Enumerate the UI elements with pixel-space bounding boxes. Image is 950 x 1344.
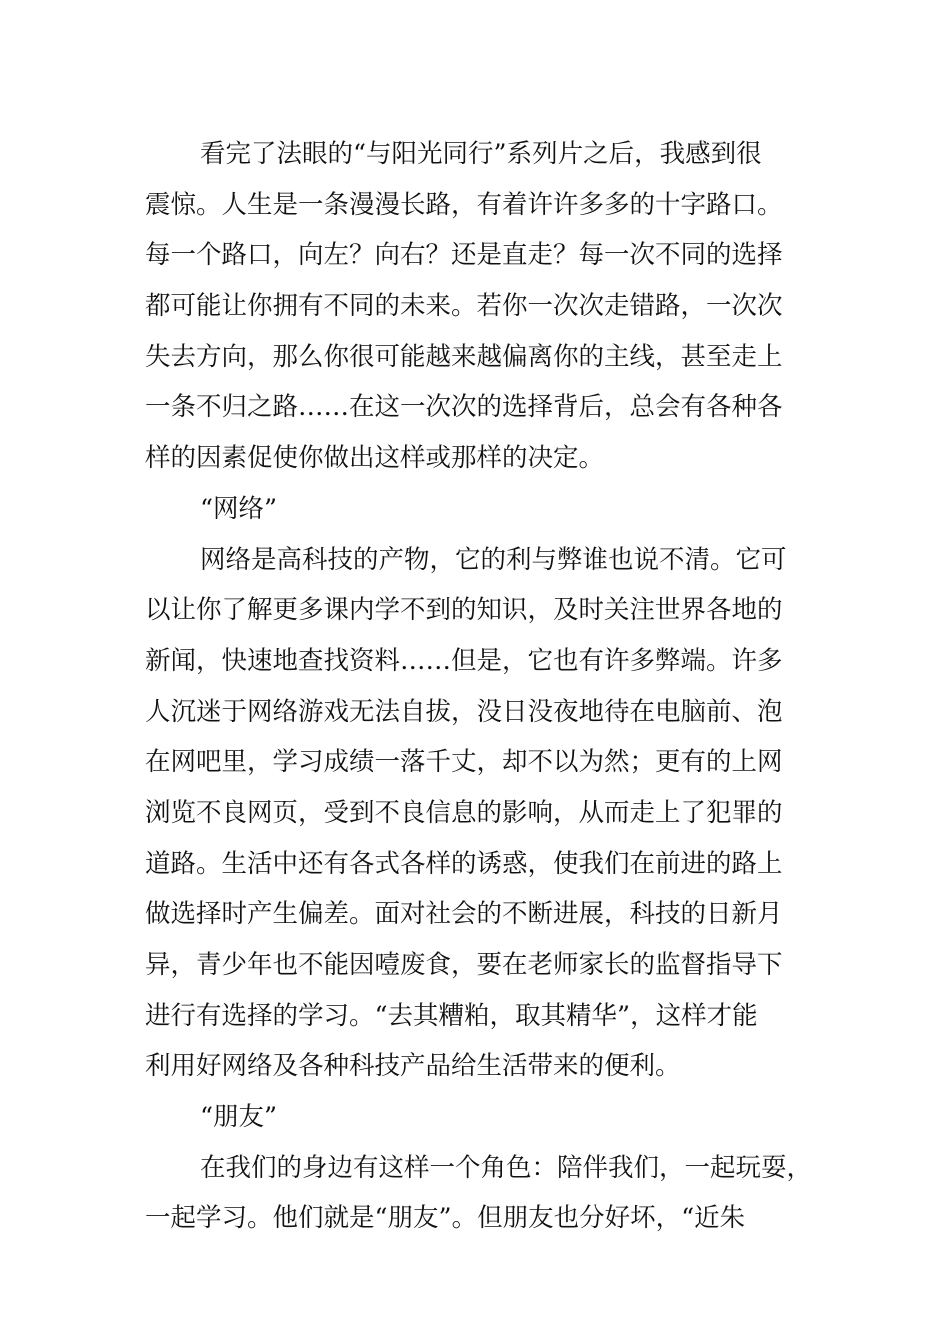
- paragraph-line: 在我们的身边有这样一个角色：陪伴我们，一起玩耍，: [200, 1152, 813, 1183]
- paragraph-line: 在网吧里，学习成绩一落千丈，却不以为然；更有的上网: [145, 747, 783, 778]
- paragraph-line: 浏览不良网页，受到不良信息的影响，从而走上了犯罪的: [145, 797, 783, 828]
- paragraph-line: 每一个路口，向左？向右？还是直走？每一次不同的选择: [145, 240, 783, 271]
- paragraph-line: 利用好网络及各种科技产品给生活带来的便利。: [145, 1051, 681, 1082]
- essay-body: [145, 129, 815, 1244]
- paragraph-line: 以让你了解更多课内学不到的知识，及时关注世界各地的: [145, 595, 783, 626]
- paragraph-line: 异，青少年也不能因噎废食，要在老师家长的监督指导下: [145, 950, 783, 980]
- paragraph-line: 人沉迷于网络游戏无法自拔，没日没夜地待在电脑前、泡: [145, 696, 783, 727]
- paragraph-line: 一条不归之路……在这一次次的选择背后，总会有各种各: [145, 392, 783, 423]
- paragraph-line: 网络是高科技的产物，它的利与弊谁也说不清。它可: [200, 544, 787, 575]
- section-heading-friends: “朋友”: [200, 1102, 278, 1133]
- paragraph-line: 新闻，快速地查找资料……但是，它也有许多弊端。许多: [145, 645, 783, 676]
- paragraph-line: 一起学习。他们就是“朋友”。但朋友也分好坏，“近朱: [145, 1203, 746, 1234]
- paragraph-line: 道路。生活中还有各式各样的诱惑，使我们在前进的路上: [145, 848, 783, 879]
- paragraph-line: 进行有选择的学习。“去其糟粕，取其精华”，这样才能: [145, 1000, 758, 1031]
- paragraph-line: 样的因素促使你做出这样或那样的决定。: [145, 443, 605, 474]
- section-heading-network: “网络”: [200, 493, 278, 524]
- paragraph-line: 都可能让你拥有不同的未来。若你一次次走错路，一次次: [145, 291, 783, 322]
- paragraph-line: 震惊。人生是一条漫漫长路，有着许许多多的十字路口。: [145, 189, 783, 220]
- paragraph-line: 失去方向，那么你很可能越来越偏离你的主线，甚至走上: [145, 341, 783, 372]
- paragraph-line: 做选择时产生偏差。面对社会的不断进展，科技的日新月: [145, 899, 783, 930]
- paragraph-line: 看完了法眼的“与阳光同行”系列片之后，我感到很: [200, 139, 762, 169]
